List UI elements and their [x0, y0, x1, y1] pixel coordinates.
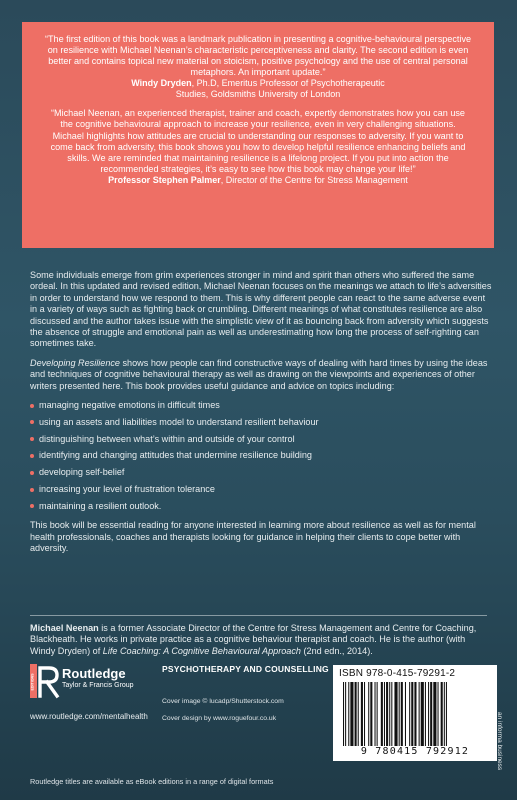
- list-item-text: developing self-belief: [39, 467, 125, 478]
- list-item: [30, 434, 492, 445]
- bullet-icon: [30, 404, 34, 408]
- isbn-number: ISBN 978-0-415-79291-2: [339, 668, 456, 679]
- author-other-book: Life Coaching: A Cognitive Behavioural Approach: [102, 645, 301, 656]
- list-item-text: maintaining a resilient outlook.: [39, 500, 162, 511]
- description-paragraph-3: This book will be essential reading for anyone interested in learning more about resilience as well as for mental health professionals, coaches and therapists looking for guidance in helping their clients to cope better with adversity.: [30, 520, 476, 554]
- ebook-note: Routledge titles are available as eBook editions in a range of digital formats: [30, 777, 274, 786]
- list-item: [30, 400, 492, 411]
- list-item-text: distinguishing between what’s within and outside of your control: [39, 433, 295, 444]
- publisher-name: Routledge: [62, 666, 126, 681]
- quote-author-2: Professor Stephen Palmer: [108, 174, 221, 185]
- author-name: Michael Neenan: [30, 623, 99, 633]
- bullet-icon: [30, 471, 34, 475]
- quote-attribution-1: [44, 78, 472, 89]
- routledge-r-logo-icon: [30, 662, 60, 700]
- barcode-icon: [343, 682, 487, 746]
- description-paragraph-2-text: shows how people can find constructive ways of dealing with hard times by using the ideas and techniques of cognitive behavioural therapy as well as drawing on the viewpoints and experiences of other writers presented here. This book provides useful guidance and advice on topics including:: [30, 357, 488, 391]
- bullet-icon: [30, 437, 34, 441]
- barcode-digits: 9 780415 792912: [360, 746, 470, 757]
- bullet-icon: [30, 504, 34, 508]
- informa-tagline: an informa business: [496, 712, 503, 771]
- barcode-panel: [333, 665, 497, 761]
- description-paragraph-2: [30, 358, 492, 392]
- bullet-icon: [30, 420, 34, 424]
- book-description: [30, 270, 492, 562]
- cover-credits: [162, 697, 284, 731]
- cover-image-credit: Cover image © lucadp/Shutterstock.com: [162, 698, 284, 705]
- quote-author-1: Windy Dryden: [131, 78, 192, 89]
- svg-text:EDITIONS: EDITIONS: [30, 673, 35, 691]
- list-item-text: increasing your level of frustration tolerance: [39, 484, 215, 495]
- list-item-text: managing negative emotions in difficult times: [39, 400, 220, 411]
- list-item: [30, 484, 492, 495]
- cover-design-credit: Cover design by www.roguefour.co.uk: [162, 715, 277, 722]
- list-item: [30, 501, 492, 512]
- author-bio: [30, 623, 492, 657]
- author-bio-text-2: (2nd edn., 2014).: [300, 645, 373, 656]
- bullet-icon: [30, 454, 34, 458]
- subject-category: PSYCHOTHERAPY AND COUNSELLING: [162, 664, 329, 674]
- list-item-text: identifying and changing attitudes that undermine resilience building: [39, 450, 312, 461]
- bullet-icon: [30, 488, 34, 492]
- endorsement-box: [22, 22, 494, 248]
- publisher-group: Taylor & Francis Group: [62, 682, 134, 689]
- quote-credential-1: , Ph.D, Emeritus Professor of Psychotherapeutic: [191, 78, 385, 89]
- quote-text-1: “The first edition of this book was a landmark publication in presenting a cognitive-behavioural perspective on resilience with Michael Neenan’s characteristic perceptiveness and clarity. The second edition is even better and contains topical new material on stoicism, positive psychology and the use of central personal metaphors. An important update.”: [44, 34, 472, 78]
- publisher-url[interactable]: www.routledge.com/mentalhealth: [30, 712, 148, 721]
- quote-credential-1b: Studies, Goldsmiths University of London: [175, 89, 341, 100]
- list-item-text: using an assets and liabilities model to understand resilient behaviour: [39, 416, 319, 427]
- description-paragraph-1: Some individuals emerge from grim experiences stronger in mind and spirit than others who suffered the same ordeal. In this updated and revised edition, Michael Neenan focuses on the meanings we attach to life’s adversities in order to understand how we respond to them. This is why different people can react to the same adverse event in a variety of ways such as fighting back or crumbling. Different meanings of what constitutes resilience are also discussed and the author takes issue with the simplistic view of it as bouncing back from adversity which suggests the absence of struggle and emotional pain as well as underestimating how long the process of self-righting can sometimes take.: [30, 270, 492, 349]
- book-title-inline: Developing Resilience: [30, 357, 120, 368]
- topic-list: [30, 400, 492, 512]
- quote-text-2: “Michael Neenan, an experienced therapist, trainer and coach, expertly demonstrates how you can use the cognitive behavioural approach to increase your resilience, even in very challenging situations. Michael highlights how attitudes are crucial to understanding our responses to adversity. If you want to come back from adversity, this book shows you how to develop helpful resilience enhancing beliefs and skills. We are reminded that maintaining resilience is a lifelong project. If you put into action the recommended strategies, it’s easy to see how this book may change your life!”: [50, 108, 466, 174]
- list-item: [30, 467, 492, 478]
- list-item: [30, 450, 492, 461]
- quote-credential-2: , Director of the Centre for Stress Management: [220, 174, 408, 185]
- list-item: [30, 417, 492, 428]
- quote-attribution-2: [44, 175, 472, 186]
- section-divider: [30, 615, 487, 616]
- author-bio-text-1: is a former Associate Director of the Centre for Stress Management and Centre for Coaching, Blackheath. He works in private practice as a cognitive behaviour therapist and coach. He is the author (with Windy Dryden) of: [30, 623, 477, 656]
